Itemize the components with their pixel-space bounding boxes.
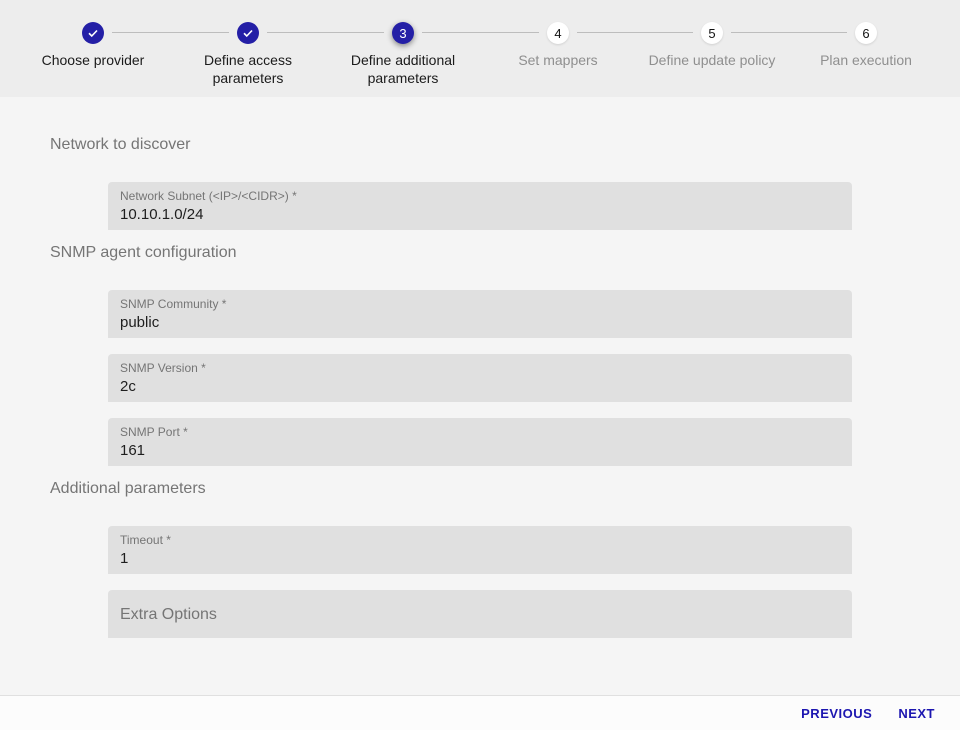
- step-label: Plan execution: [820, 52, 912, 68]
- network-subnet-input[interactable]: [120, 205, 840, 224]
- snmp-port-input[interactable]: [120, 441, 840, 460]
- step-label: Set mappers: [518, 52, 598, 68]
- check-icon: [87, 27, 99, 39]
- step-completed-icon: [237, 22, 259, 44]
- field-network-subnet: [108, 182, 852, 230]
- field-snmp-version: [108, 354, 852, 402]
- field-snmp-port: [108, 418, 852, 466]
- timeout-input[interactable]: [120, 549, 840, 568]
- field-extra-options: [108, 590, 852, 638]
- field-snmp-community: [108, 290, 852, 338]
- extra-options-input[interactable]: [120, 605, 840, 624]
- step-label: Choose provider: [41, 52, 145, 68]
- snmp-version-input[interactable]: [120, 377, 840, 396]
- step-completed-icon: [82, 22, 104, 44]
- step-number-badge: 3: [392, 22, 414, 44]
- snmp-community-input[interactable]: [120, 313, 840, 332]
- form-content: [0, 97, 960, 695]
- step-number-badge: 5: [701, 22, 723, 44]
- section-heading-snmp: SNMP agent configuration: [50, 244, 237, 261]
- field-label: Network Subnet (<IP>/<CIDR>) *: [120, 189, 297, 203]
- step-label: Define update policy: [648, 52, 776, 68]
- step-label: Define additional parameters: [350, 52, 456, 86]
- field-timeout: [108, 526, 852, 574]
- section-heading-network: Network to discover: [50, 136, 191, 153]
- next-button[interactable]: NEXT: [898, 705, 935, 721]
- section-heading-additional: Additional parameters: [50, 480, 206, 497]
- wizard-footer: [0, 695, 960, 730]
- step-set-mappers[interactable]: [488, 22, 628, 69]
- field-label: SNMP Version *: [120, 361, 206, 375]
- step-label: Define access parameters: [204, 52, 292, 86]
- previous-button[interactable]: PREVIOUS: [801, 705, 873, 721]
- check-icon: [242, 27, 254, 39]
- step-choose-provider[interactable]: [23, 22, 163, 69]
- step-define-additional-parameters[interactable]: [347, 22, 459, 87]
- step-define-access-parameters[interactable]: [198, 22, 298, 87]
- wizard-stepper: [0, 0, 960, 97]
- step-number-badge: 4: [547, 22, 569, 44]
- field-label: Timeout *: [120, 533, 171, 547]
- step-number-badge: 6: [855, 22, 877, 44]
- field-label: SNMP Community *: [120, 297, 227, 311]
- step-plan-execution[interactable]: [796, 22, 936, 69]
- step-define-update-policy[interactable]: [637, 22, 787, 69]
- field-label: SNMP Port *: [120, 425, 188, 439]
